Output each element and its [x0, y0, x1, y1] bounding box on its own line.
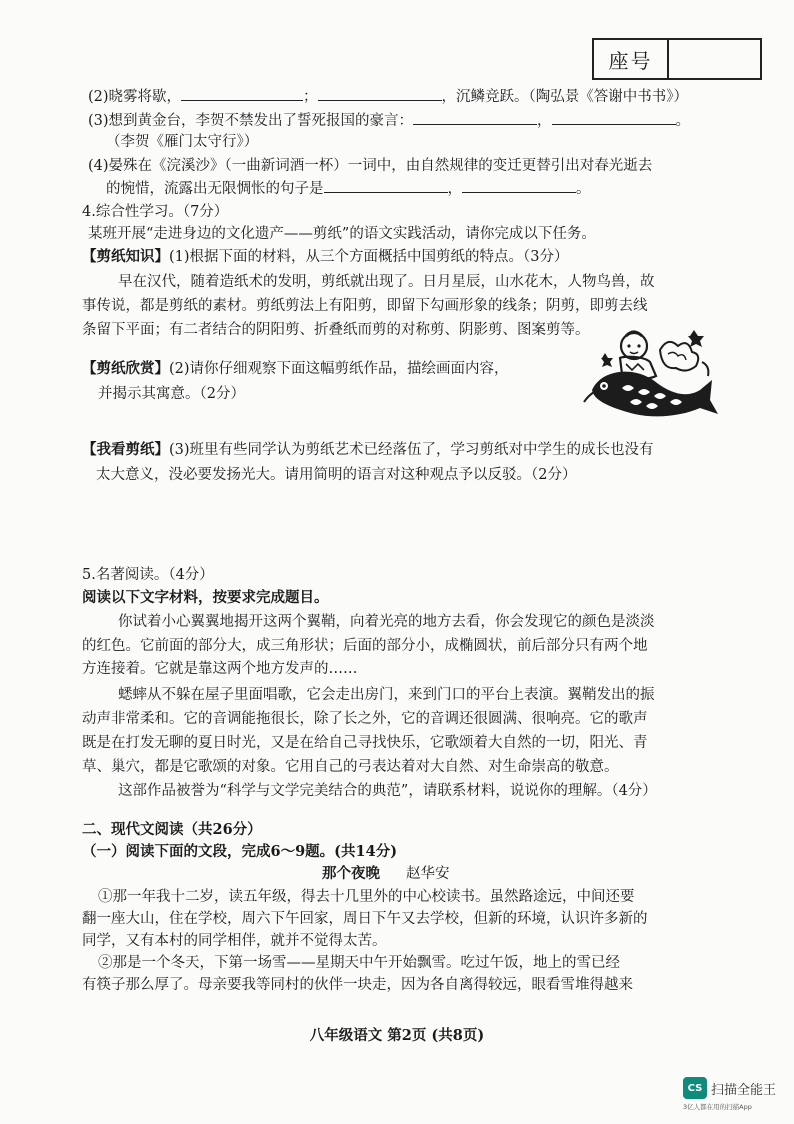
p1-line3: 同学，又有本村的同学相伴，就并不觉得太苦。 [82, 933, 387, 949]
q4-task2-line2: 并揭示其寓意。（2分） [98, 386, 245, 402]
page-footer: 八年级语文 第2页 (共8页) [309, 1027, 485, 1044]
q5-para2-line1: 蟋蟀从不躲在屋子里面唱歌，它会走出房门，来到门口的平台上表演。翼鞘发出的振 [118, 687, 655, 703]
section2-title: 二、现代文阅读（共26分） [82, 821, 262, 838]
answer-blank [552, 110, 676, 125]
q4-task2 [82, 359, 509, 379]
q5-para1-line1: 你试着小心翼翼地揭开这两个翼鞘，向着光亮的地方去看，你会发现它的颜色是淡淡 [118, 614, 655, 630]
q4-task3-text: (3)班里有些同学认为剪纸艺术已经落伍了，学习剪纸对中学生的成长也没有 [169, 442, 654, 458]
answer-blank [324, 178, 448, 193]
q4-intro: 某班开展“走进身边的文化遗产——剪纸”的语文实践活动，请你完成以下任务。 [88, 226, 596, 242]
q4-task2-tag: 【剪纸欣赏】 [82, 360, 169, 377]
q3-item2-prefix: (2)晓雾将歇， [88, 89, 182, 105]
q4-material-line3: 条留下平面；有二者结合的阴阳剪、折叠纸而剪的对称剪、阴影剪、图案剪等。 [82, 322, 590, 338]
q3-item4-line1: (4)晏殊在《浣溪沙》（一曲新词酒一杯）一词中，由自然规律的变迁更替引出对春光逝去 [88, 158, 653, 174]
q5-question: 这部作品被誉为“科学与文学完美结合的典范”，请联系材料，说说你的理解。（4分） [118, 783, 657, 799]
q4-task2-text: (2)请你仔细观察下面这幅剪纸作品，描绘画面内容， [169, 361, 509, 377]
article-author: 赵华安 [406, 866, 450, 882]
answer-blank [413, 110, 537, 125]
p1-line2: 翻一座大山，住在学校，周六下午回家，周日下午又去学校，但新的环境，认识许多新的 [82, 911, 648, 927]
q5-para2-line2: 动声非常柔和。它的音调能拖很长，除了长之外，它的音调还很圆满、很响亮。它的歌声 [82, 711, 648, 727]
q5-para1-line3: 方连接着。它就是靠这两个地方发声的…… [82, 661, 358, 677]
scanner-watermark [683, 1077, 788, 1115]
q4-material-line2: 事传说，都是剪纸的素材。剪纸剪法上有阳剪，即留下勾画形象的线条；阴剪，即剪去线 [82, 298, 648, 314]
q4-task3-tag: 【我看剪纸】 [82, 441, 169, 458]
q4-task3-line2: 太大意义，没必要发扬光大。请用简明的语言对这种观点予以反驳。（2分） [96, 467, 577, 483]
q3-item3-sep: ， [537, 113, 552, 129]
q3-item2-suffix: ，沉鳞竞跃。（陶弘景《答谢中书书》） [441, 89, 689, 105]
q5-para1-line2: 的红色。它前面的部分大，成三角形状；后面的部分小，成椭圆状，前后部分只有两个地 [82, 638, 648, 654]
q3-item3-prefix: (3)想到黄金台，李贺不禁发出了誓死报国的豪言： [88, 113, 414, 129]
article-title-text: 那个夜晚 [322, 865, 380, 882]
q3-item3 [88, 110, 690, 131]
q4-task1 [82, 247, 569, 267]
article-title [322, 864, 450, 884]
seat-number-box [592, 38, 762, 80]
scanner-slogan: 3亿人都在用的扫描App [683, 1103, 752, 1111]
q4-task1-text: (1)根据下面的材料，从三个方面概括中国剪纸的特点。（3分） [169, 249, 569, 265]
answer-blank [462, 178, 576, 193]
q3-item2 [88, 86, 688, 107]
p2-line2: 有筷子那么厚了。母亲要我等同村的伙伴一块走，因为各自离得较远，眼看雪堆得越来 [82, 977, 633, 993]
q3-item3-source: （李贺《雁门太守行》） [106, 134, 259, 150]
q4-task3 [82, 440, 654, 460]
q3-item3-end: 。 [675, 113, 691, 129]
q3-item2-sep: ； [303, 89, 318, 105]
seat-number-blank [669, 40, 760, 78]
q3-item4-end: 。 [576, 181, 591, 197]
p1-line1: ①那一年我十二岁，读五年级，得去十几里外的中心校读书。虽然路途远，中间还要 [98, 889, 635, 905]
paper-cut-image [582, 328, 722, 428]
q4-task1-tag: 【剪纸知识】 [82, 248, 169, 265]
scanner-app-name: 扫描全能王 [711, 1083, 777, 1098]
section2-subtitle: （一）阅读下面的文段，完成6～9题。(共14分) [82, 843, 398, 860]
answer-blank [181, 86, 303, 101]
q5-instruction: 阅读以下文字材料，按要求完成题目。 [82, 589, 329, 606]
q5-para2-line4: 草、巢穴，都是它歌颂的对象。它用自己的弓表达着对大自然、对生命崇高的敬意。 [82, 759, 619, 775]
q4-material-line1: 早在汉代，随着造纸术的发明，剪纸就出现了。日月星辰，山水花木，人物鸟兽，故 [118, 274, 655, 290]
seat-number-label: 座号 [594, 40, 669, 78]
q5-para2-line3: 既是在打发无聊的夏日时光，又是在给自己寻找快乐，它歌颂着大自然的一切，阳光、青 [82, 735, 648, 751]
camscanner-logo-icon: CS [683, 1077, 707, 1099]
q3-item4-prefix: 的惋惜，流露出无限惆怅的句子是 [106, 181, 324, 197]
q3-item4-sep: ， [447, 181, 462, 197]
answer-blank [318, 86, 442, 101]
q3-item4-line2 [106, 178, 591, 199]
p2-line1: ②那是一个冬天，下第一场雪——星期天中午开始飘雪。吃过午饭，地上的雪已经 [98, 955, 620, 971]
q4-title: 4.综合性学习。（7分） [82, 204, 229, 220]
q5-title: 5.名著阅读。（4分） [82, 567, 214, 583]
